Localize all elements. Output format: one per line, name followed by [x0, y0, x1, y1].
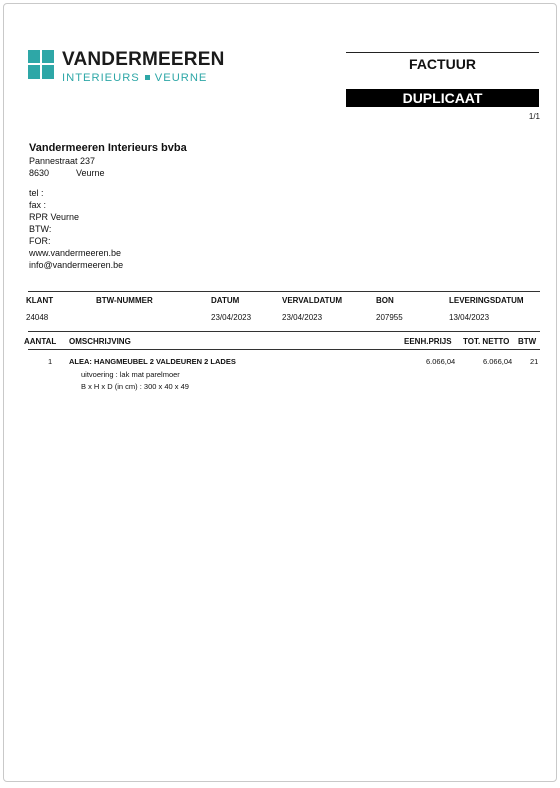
- logo-icon: [28, 50, 55, 80]
- company-city-line: [29, 167, 187, 179]
- brand-name: VANDERMEEREN: [62, 49, 225, 70]
- meta-value-leveringsdatum: 13/04/2023: [449, 313, 490, 322]
- meta-value-vervaldatum: 23/04/2023: [282, 313, 323, 322]
- meta-value-klant: 24048: [26, 313, 49, 322]
- row-tot-netto: 6.066,04: [483, 357, 513, 366]
- page-number: 1/1: [528, 112, 540, 121]
- title-rule: [346, 52, 539, 53]
- row-aantal: 1: [48, 357, 53, 366]
- brand-sub-right: VEURNE: [154, 72, 208, 84]
- meta-header-btw-nummer: BTW-NUMMER: [96, 296, 153, 305]
- meta-header-klant: KLANT: [26, 296, 54, 305]
- company-fax: fax :: [29, 200, 47, 210]
- meta-header-vervaldatum: VERVALDATUM: [282, 296, 342, 305]
- company-street: Pannestraat 237: [29, 156, 96, 166]
- meta-value-bon: 207955: [376, 313, 403, 322]
- row-detail-1: uitvoering : lak mat parelmoer: [81, 370, 180, 379]
- meta-header-leveringsdatum: LEVERINGSDATUM: [449, 296, 524, 305]
- row-btw: 21: [530, 357, 539, 366]
- meta-value-datum: 23/04/2023: [211, 313, 252, 322]
- meta-header-bon: BON: [376, 296, 394, 305]
- lines-header-btw: BTW: [518, 337, 537, 346]
- meta-header-datum: DATUM: [211, 296, 240, 305]
- company-rpr: RPR Veurne: [29, 212, 80, 222]
- brand-separator: [145, 75, 150, 80]
- company-name: Vandermeeren Interieurs bvba: [29, 142, 187, 154]
- company-block: [29, 141, 187, 271]
- brand-sub-left: INTERIEURS: [62, 72, 140, 84]
- lines-top-rule: [28, 331, 540, 332]
- row-detail-2: B x H x D (in cm) : 300 x 40 x 49: [81, 382, 189, 391]
- company-web: www.vandermeeren.be: [29, 248, 122, 258]
- duplicate-badge: DUPLICAAT: [346, 89, 539, 107]
- lines-header-aantal: AANTAL: [24, 337, 57, 346]
- lines-header-tot-netto: TOT. NETTO: [463, 337, 510, 346]
- company-tel: tel :: [29, 188, 44, 198]
- brand-logo: [62, 50, 225, 85]
- company-btw: BTW:: [29, 224, 52, 234]
- lines-header-eenh-prijs: EENH.PRIJS: [404, 337, 452, 346]
- document-title: FACTUUR: [409, 56, 476, 72]
- row-title: ALEA: HANGMEUBEL 2 VALDEUREN 2 LADES: [69, 357, 236, 366]
- company-email: info@vandermeeren.be: [29, 260, 124, 270]
- company-for: FOR:: [29, 236, 51, 246]
- brand-subtitle: [62, 71, 225, 85]
- company-postal: 8630: [29, 168, 50, 178]
- invoice-page: [3, 3, 557, 782]
- lines-header-rule: [28, 349, 540, 350]
- row-eenh-prijs: 6.066,04: [426, 357, 456, 366]
- meta-top-rule: [28, 291, 540, 292]
- lines-header-omschrijving: OMSCHRIJVING: [69, 337, 131, 346]
- company-city: Veurne: [76, 168, 105, 178]
